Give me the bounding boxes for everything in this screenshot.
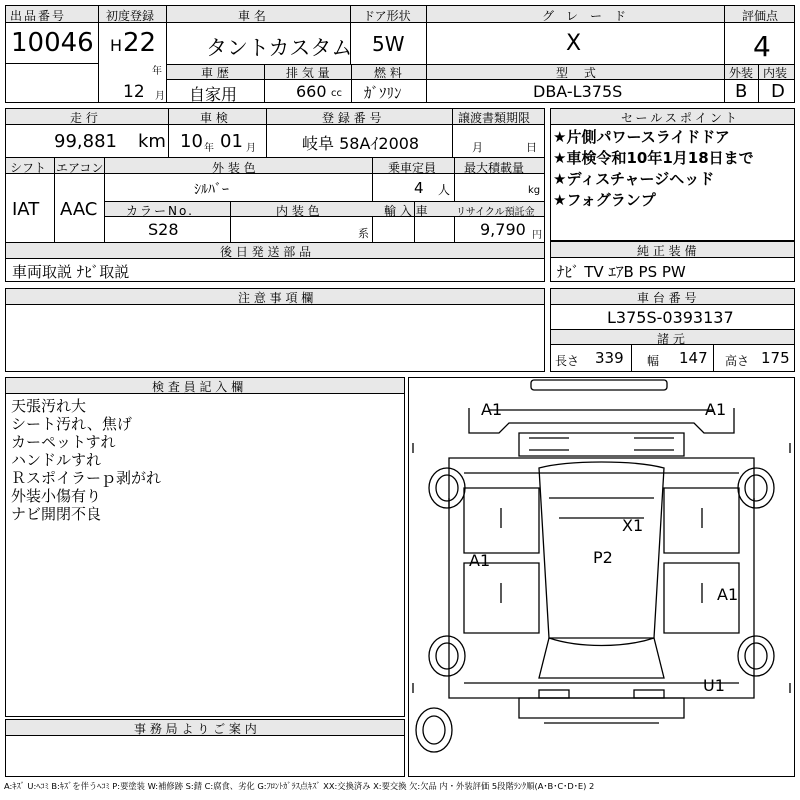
shift: IAT <box>12 199 40 220</box>
insp-year: 10 <box>180 131 203 152</box>
inspector-note: カーペットすれ <box>11 433 116 451</box>
disp-label: 排 気 量 <box>286 66 330 80</box>
disp-unit: cc <box>331 88 342 99</box>
mark-a1-front-right: A1 <box>705 400 727 419</box>
sales-point: ★片側パワースライドドア <box>553 128 730 146</box>
grade-label: グレード <box>542 9 639 23</box>
transfer-day-unit: 日 <box>526 141 537 154</box>
equipment-block <box>550 241 795 282</box>
notes-label: 注 意 事 項 欄 <box>238 291 314 305</box>
later-parts-label: 後 日 発 送 部 品 <box>220 245 312 259</box>
fuel: ｶﾞｿﾘﾝ <box>364 84 402 102</box>
equipment-label: 純 正 装 備 <box>637 244 697 258</box>
transfer-label: 譲渡書類期限 <box>458 111 531 125</box>
recycle-unit: 円 <box>532 230 542 241</box>
name-label: 車 名 <box>238 9 266 23</box>
legend: A:ｷｽﾞ U:ﾍｺﾐ B:ｷｽﾞを伴うﾍｺﾐ P:要塗装 W:補修跡 S:錆 C:腐食、劣化 G:ﾌﾛﾝﾄｶﾞﾗｽ点ｷｽﾞ XX:交換済み X:要交換 欠:欠品 内・外装評価 5段階ﾗﾝｸ順(A･B･C･D･E) 2 <box>4 781 595 791</box>
interior-label: 内 装 色 <box>276 204 320 218</box>
int-score: D <box>771 81 785 102</box>
inspector-note: ハンドルすれ <box>11 451 102 469</box>
month-unit: 月 <box>155 91 165 102</box>
color-label: 外 装 色 <box>212 161 256 175</box>
fuel-label: 燃 料 <box>374 66 402 80</box>
vehicle-info-block <box>5 108 545 282</box>
recycle-label: リサイクル預託金 <box>456 207 535 218</box>
width-label: 幅 <box>647 354 660 368</box>
inspection-label: 車 検 <box>200 111 228 125</box>
office-block <box>5 719 405 777</box>
lot-label: 出品番号 <box>10 9 67 23</box>
height: 175 <box>761 349 790 367</box>
plate-number: 岐阜 58Aｲ2008 <box>302 134 420 153</box>
import-label: 輸 入 車 <box>384 204 428 218</box>
door-label: ドア形状 <box>363 9 411 23</box>
office-label: 事 務 局 よ り ご 案 内 <box>134 722 257 736</box>
year-unit: 年 <box>152 66 162 77</box>
mark-u1: U1 <box>703 676 725 695</box>
inspector-notes <box>11 397 161 523</box>
mark-a1-front-left: A1 <box>481 400 503 419</box>
ac: AAC <box>60 199 98 220</box>
model-label: 型 式 <box>556 66 602 80</box>
exterior-color: ｼﾙﾊﾞｰ <box>194 182 229 198</box>
reg-label: 初度登録 <box>106 9 155 23</box>
chassis-number: L375S-0393137 <box>607 308 734 327</box>
mileage-unit: km <box>138 131 166 152</box>
int-label: 内装 <box>763 66 788 80</box>
chassis-block <box>550 288 795 372</box>
plate-label: 登 録 番 号 <box>322 111 382 125</box>
history-label: 車 歴 <box>201 66 229 80</box>
inspector-note: ナビ開閉不良 <box>11 505 102 523</box>
car-diagram <box>408 377 795 777</box>
score: 4 <box>753 30 771 63</box>
equipment: ﾅﾋﾞ TV ｴｱB PS PW <box>557 263 686 281</box>
ac-label: エアコン <box>56 161 104 175</box>
car-name: タントカスタム <box>206 36 353 60</box>
transfer-month-unit: 月 <box>472 141 483 154</box>
shift-label: シフト <box>10 161 47 175</box>
sales-point: ★フォグランプ <box>553 191 656 209</box>
top-block <box>5 5 795 103</box>
inspector-note: Ｒスポイラーｐ剥がれ <box>11 469 162 487</box>
inspector-note: 天張汚れ大 <box>11 397 87 415</box>
inspector-note: シート汚れ、焦げ <box>11 415 132 433</box>
sales-points-block <box>550 108 795 241</box>
reg-month: 12 <box>123 82 145 102</box>
mark-a1-left: A1 <box>469 551 491 570</box>
insp-month: 01 <box>220 131 243 152</box>
inspector-note: 外装小傷有り <box>11 487 102 505</box>
car-outline-svg <box>409 378 794 776</box>
capacity-unit: 人 <box>438 183 451 197</box>
chassis-label: 車 台 番 号 <box>637 291 697 305</box>
mileage: 99,881 <box>54 131 117 152</box>
mark-a1-right: A1 <box>717 585 739 604</box>
capacity: 4 <box>414 179 424 197</box>
length: 339 <box>595 349 624 367</box>
spec-label: 諸 元 <box>657 332 685 346</box>
door-type: 5W <box>372 32 405 56</box>
notes-block <box>5 288 545 372</box>
load-unit: kg <box>528 185 541 196</box>
width: 147 <box>679 349 708 367</box>
later-parts: 車両取説 ﾅﾋﾞ取説 <box>12 263 130 281</box>
score-label: 評価点 <box>742 9 779 23</box>
era: H <box>110 36 123 55</box>
mark-x1: X1 <box>622 516 644 535</box>
ext-label: 外装 <box>729 66 754 80</box>
color-no: S28 <box>148 220 179 239</box>
interior-unit: 系 <box>358 227 369 240</box>
inspector-label: 検 査 員 記 入 欄 <box>152 380 244 394</box>
lot-number: 10046 <box>11 28 94 58</box>
sales-points-list <box>553 127 754 211</box>
sales-point: ★車検令和10年1月18日まで <box>553 149 754 167</box>
recycle-fee: 9,790 <box>480 220 526 239</box>
history: 自家用 <box>189 85 238 104</box>
sales-point: ★ディスチャージヘッド <box>553 170 715 188</box>
height-label: 高さ <box>725 354 750 368</box>
displacement: 660 <box>296 82 327 101</box>
color-no-label: カラーNo. <box>126 204 194 218</box>
insp-month-unit: 月 <box>246 143 256 154</box>
mileage-label: 走 行 <box>70 111 98 125</box>
insp-year-unit: 年 <box>204 143 214 154</box>
inspector-block <box>5 377 405 717</box>
ext-score: B <box>735 81 748 102</box>
mark-p2: P2 <box>593 548 613 567</box>
capacity-label: 乗車定員 <box>388 161 437 175</box>
model: DBA-L375S <box>533 82 623 101</box>
grade: X <box>566 31 582 56</box>
load-label: 最大積載量 <box>464 161 525 175</box>
sales-label: セールスポイント <box>621 111 740 125</box>
length-label: 長さ <box>555 354 580 368</box>
reg-year: 22 <box>123 28 157 58</box>
